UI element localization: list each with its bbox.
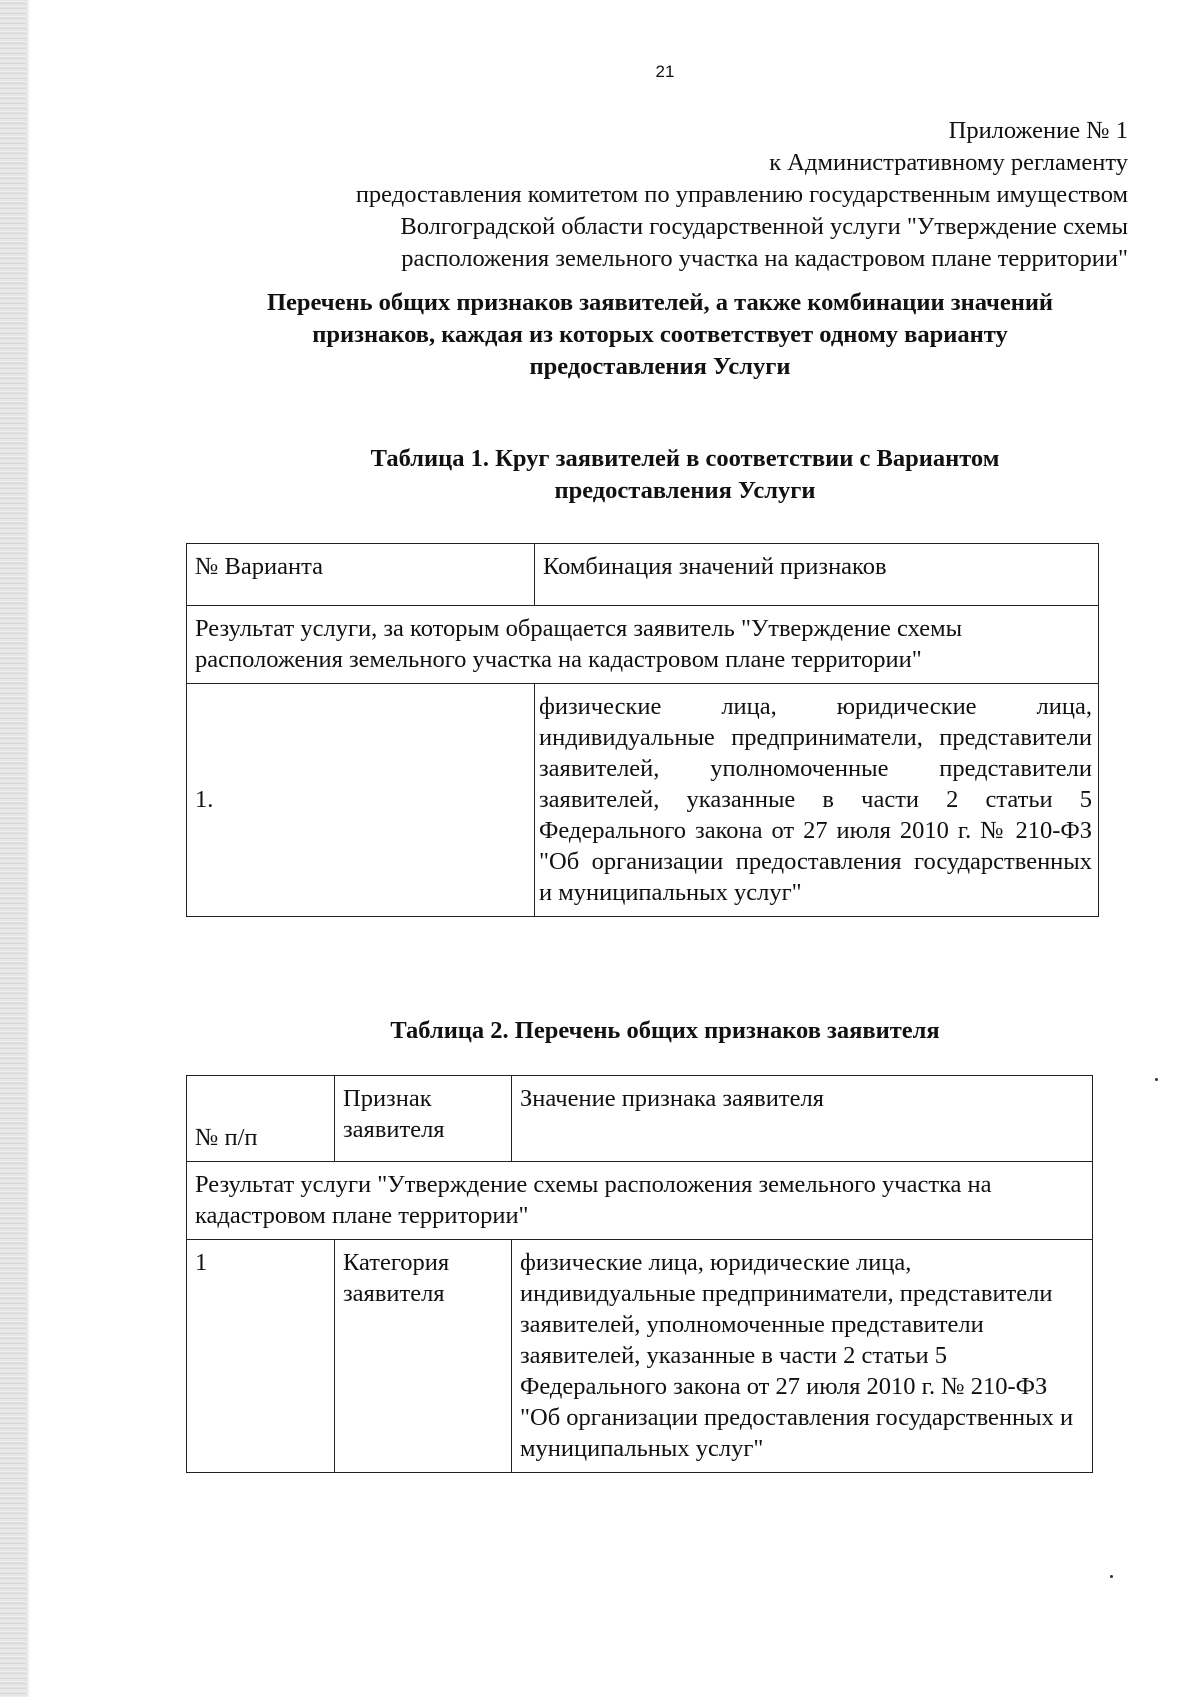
appendix-line: Приложение № 1 — [948, 117, 1128, 144]
table1-section-cell: Результат услуги, за которым обращается заявитель "Утверждение схемы расположения земельного участка на кадастровом плане территории" — [187, 606, 1099, 684]
table-row — [187, 684, 1099, 917]
table-row — [187, 1240, 1093, 1473]
appendix-line: Волгоградской области государственной услуги "Утверждение схемы — [400, 213, 1128, 240]
table2-section-row — [187, 1162, 1093, 1240]
heading-line: признаков, каждая из которых соответствует одному варианту — [312, 321, 1008, 348]
scan-edge-artifact — [0, 0, 26, 1697]
table2-title: Таблица 2. Перечень общих признаков заявителя — [390, 1017, 940, 1044]
appendix-line: к Административному регламенту — [769, 149, 1128, 176]
page-number: 21 — [655, 62, 675, 81]
document-heading — [180, 287, 1140, 383]
appendix-line: расположения земельного участка на кадастровом плане территории" — [401, 245, 1128, 272]
scan-speck — [1155, 1078, 1158, 1081]
appendix-block — [128, 115, 1128, 275]
table2-section-cell: Результат услуги "Утверждение схемы расположения земельного участка на кадастровом плане территории" — [187, 1162, 1093, 1240]
heading-line: предоставления Услуги — [529, 353, 791, 380]
table1-header-row — [187, 544, 1099, 606]
table2-value-cell: физические лица, юридические лица, индивидуальные предприниматели, представители заявителей, уполномоченные представители заявителей, указанные в части 2 статьи 5 Федерального закона от 27 июля 2010 г. № 210-ФЗ "Об организации предоставления государственных и муниципальных услуг" — [512, 1240, 1093, 1473]
heading-line: Перечень общих признаков заявителей, а также комбинации значений — [266, 289, 1054, 316]
table2-number-cell: 1 — [187, 1240, 335, 1473]
table1-title — [290, 443, 1080, 507]
table2-header-cell: Значение признака заявителя — [512, 1076, 1093, 1162]
table2 — [186, 1075, 1093, 1473]
table2-header-cell: Признак заявителя — [335, 1076, 512, 1162]
table1-criteria-cell: физические лица, юридические лица, индивидуальные предприниматели, представители заявителей, уполномоченные представители заявителей, указанные в части 2 статьи 5 Федерального закона от 27 июля 2010 г. № 210-ФЗ "Об организации предоставления государственных и муниципальных услуг" — [535, 684, 1099, 917]
table1 — [186, 543, 1099, 917]
table2-header-cell: № п/п — [187, 1076, 335, 1162]
table1-title-line: Таблица 1. Круг заявителей в соответствии с Вариантом — [370, 445, 1000, 472]
table1-header-cell: № Варианта — [187, 544, 535, 606]
scan-speck — [1110, 1575, 1113, 1578]
table1-header-cell: Комбинация значений признаков — [535, 544, 1099, 606]
table2-header-row — [187, 1076, 1093, 1162]
appendix-line: предоставления комитетом по управлению государственным имуществом — [355, 181, 1128, 208]
table1-title-line: предоставления Услуги — [554, 477, 816, 504]
table2-attribute-cell: Категория заявителя — [335, 1240, 512, 1473]
table1-section-row — [187, 606, 1099, 684]
table1-variant-number: 1. — [187, 684, 535, 917]
